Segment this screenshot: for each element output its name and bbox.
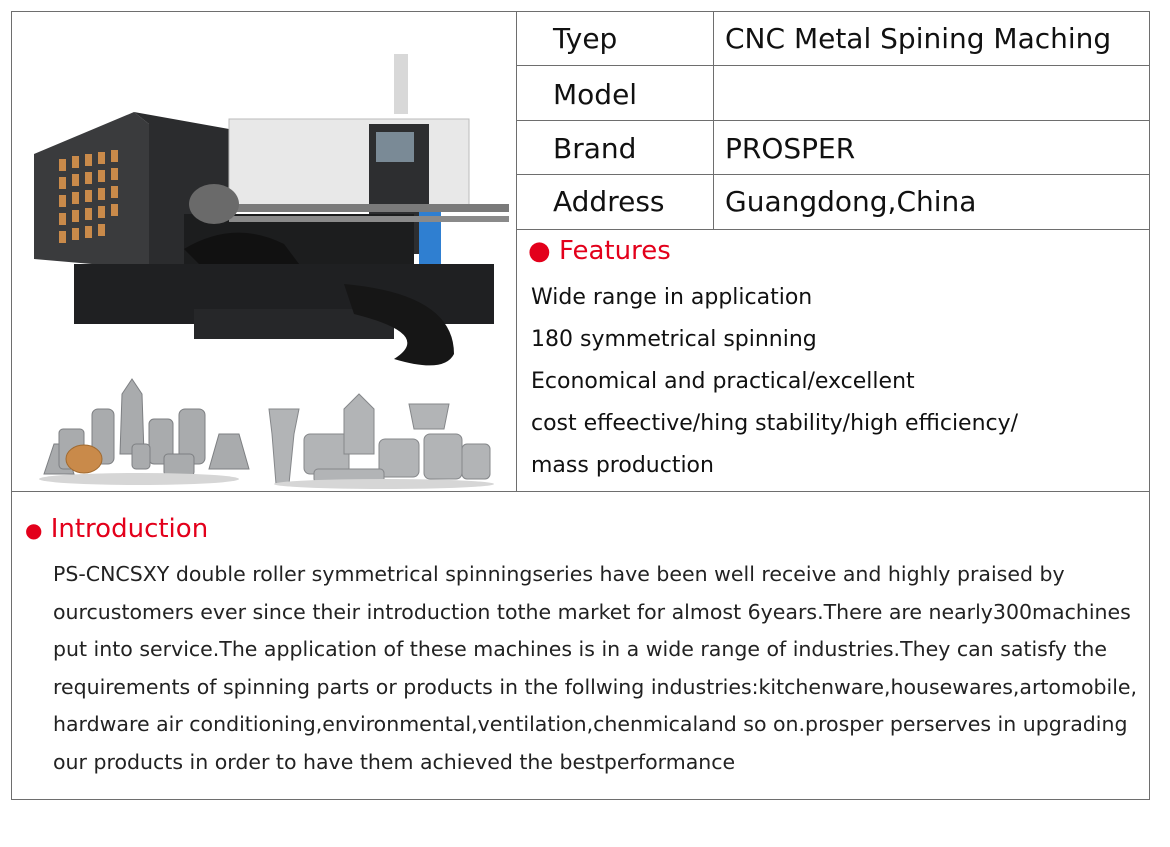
bullet-icon: ● bbox=[528, 236, 551, 266]
spun-parts-left-illustration bbox=[39, 379, 249, 485]
bullet-icon: ● bbox=[25, 518, 43, 542]
spec-value-address: Guangdong,China bbox=[725, 185, 977, 218]
product-photo bbox=[14, 14, 514, 489]
spun-parts-right-illustration bbox=[269, 394, 494, 489]
spec-label-address: Address bbox=[553, 185, 665, 218]
spinning-machine-illustration bbox=[34, 54, 509, 365]
features-heading bbox=[528, 236, 671, 266]
spec-value-brand: PROSPER bbox=[725, 132, 856, 165]
row-divider bbox=[516, 174, 1150, 175]
spec-label-model: Model bbox=[553, 78, 638, 111]
row-divider bbox=[516, 229, 1150, 230]
feature-item: Economical and practical/excellent bbox=[531, 369, 915, 394]
feature-item: Wide range in application bbox=[531, 285, 813, 310]
column-divider bbox=[516, 11, 517, 492]
feature-item: cost effeective/hing stability/high efficiency/ bbox=[531, 411, 1019, 436]
spec-label-type: Tyep bbox=[553, 22, 618, 55]
row-divider bbox=[516, 65, 1150, 66]
features-list bbox=[531, 284, 1018, 494]
features-title: Features bbox=[558, 236, 671, 266]
introduction-heading bbox=[25, 514, 208, 544]
spec-value-type: CNC Metal Spining Maching bbox=[725, 22, 1112, 55]
row-divider bbox=[516, 120, 1150, 121]
introduction-body: PS-CNCSXY double roller symmetrical spinningseries have been well receive and highly praised by ourcustomers ever since their introduction tothe market for almost 6years.There are nearly300machines put into service.The application of these machines is in a wide range of industries.They can satisfy the requirements of spinning parts or products in the follwing industries:kitchenware,housewares,artomobile, hardware air conditioning,environmental,ventilation,chenmicaland so on.prosper perserves in upgrading our products in order to have them achieved the bestperformance bbox=[53, 562, 1138, 774]
introduction-title: Introduction bbox=[50, 514, 209, 544]
feature-item: 180 symmetrical spinning bbox=[531, 327, 817, 352]
spec-label-brand: Brand bbox=[553, 132, 637, 165]
feature-item: mass production bbox=[531, 453, 714, 478]
